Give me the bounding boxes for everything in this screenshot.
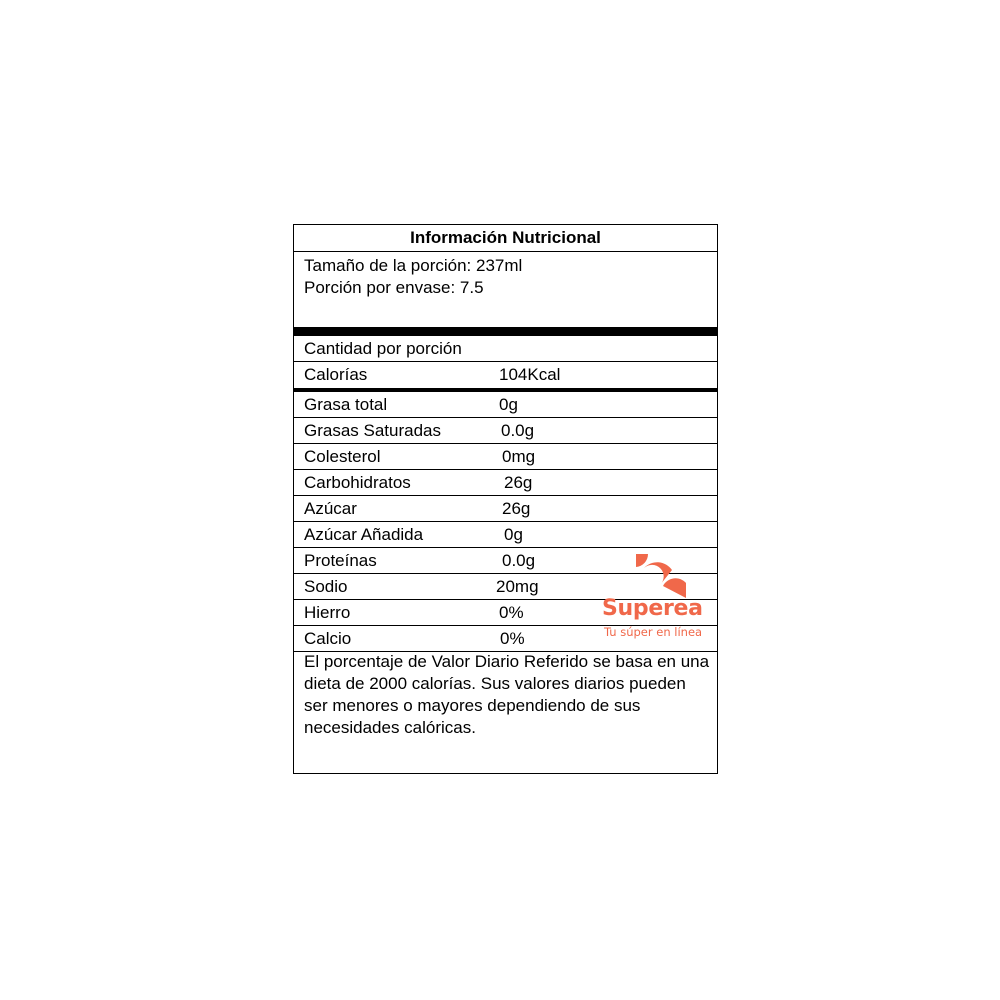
amount-per-serving-row bbox=[294, 336, 717, 362]
nutrient-name: Hierro bbox=[304, 603, 351, 622]
footnote: El porcentaje de Valor Diario Referido se basa en una dieta de 2000 calorías. Sus valores diarios pueden ser menores o mayores dependiendo de sus necesidades calóricas. bbox=[304, 652, 710, 737]
nutrient-row bbox=[294, 496, 717, 522]
label-title: Información Nutricional bbox=[294, 225, 717, 252]
nutrient-value: 26g bbox=[502, 499, 531, 518]
nutrient-row bbox=[294, 418, 717, 444]
nutrient-name: Sodio bbox=[304, 577, 348, 596]
amount-per-serving: Cantidad por porción bbox=[304, 339, 462, 358]
nutrient-name: Colesterol bbox=[304, 447, 381, 466]
servings-per-container: Porción por envase: 7.5 bbox=[304, 278, 484, 297]
nutrient-name: Carbohidratos bbox=[304, 473, 411, 492]
nutrient-row bbox=[294, 392, 717, 418]
nutrient-value: 0.0g bbox=[502, 551, 536, 570]
calories-label: Calorías bbox=[304, 365, 368, 384]
superea-logo-icon bbox=[630, 553, 690, 599]
nutrient-value: 0g bbox=[499, 395, 518, 414]
serving-info bbox=[304, 255, 522, 299]
nutrient-value: 20mg bbox=[496, 577, 539, 596]
nutrient-row bbox=[294, 470, 717, 496]
calories-value: 104Kcal bbox=[499, 365, 561, 384]
nutrient-value: 0% bbox=[500, 629, 525, 648]
nutrient-value: 26g bbox=[504, 473, 533, 492]
calories-row bbox=[294, 362, 717, 387]
thick-divider bbox=[294, 327, 717, 336]
nutrient-row bbox=[294, 522, 717, 548]
watermark-tagline: Tu súper en línea bbox=[604, 625, 703, 639]
nutrient-name: Proteínas bbox=[304, 551, 377, 570]
nutrient-name: Azúcar bbox=[304, 499, 357, 518]
nutrient-row bbox=[294, 444, 717, 470]
nutrient-value: 0mg bbox=[502, 447, 536, 466]
nutrient-name: Grasas Saturadas bbox=[304, 421, 442, 440]
nutrient-name: Azúcar Añadida bbox=[304, 525, 424, 544]
serving-size: Tamaño de la porción: 237ml bbox=[304, 256, 523, 275]
superea-watermark bbox=[602, 553, 720, 645]
nutrient-value: 0.0g bbox=[501, 421, 535, 440]
nutrient-name: Grasa total bbox=[304, 395, 388, 414]
nutrient-value: 0% bbox=[499, 603, 524, 622]
nutrient-value: 0g bbox=[504, 525, 523, 544]
nutrition-label bbox=[293, 224, 718, 774]
watermark-name: Superea bbox=[602, 596, 703, 621]
nutrient-name: Calcio bbox=[304, 629, 352, 648]
